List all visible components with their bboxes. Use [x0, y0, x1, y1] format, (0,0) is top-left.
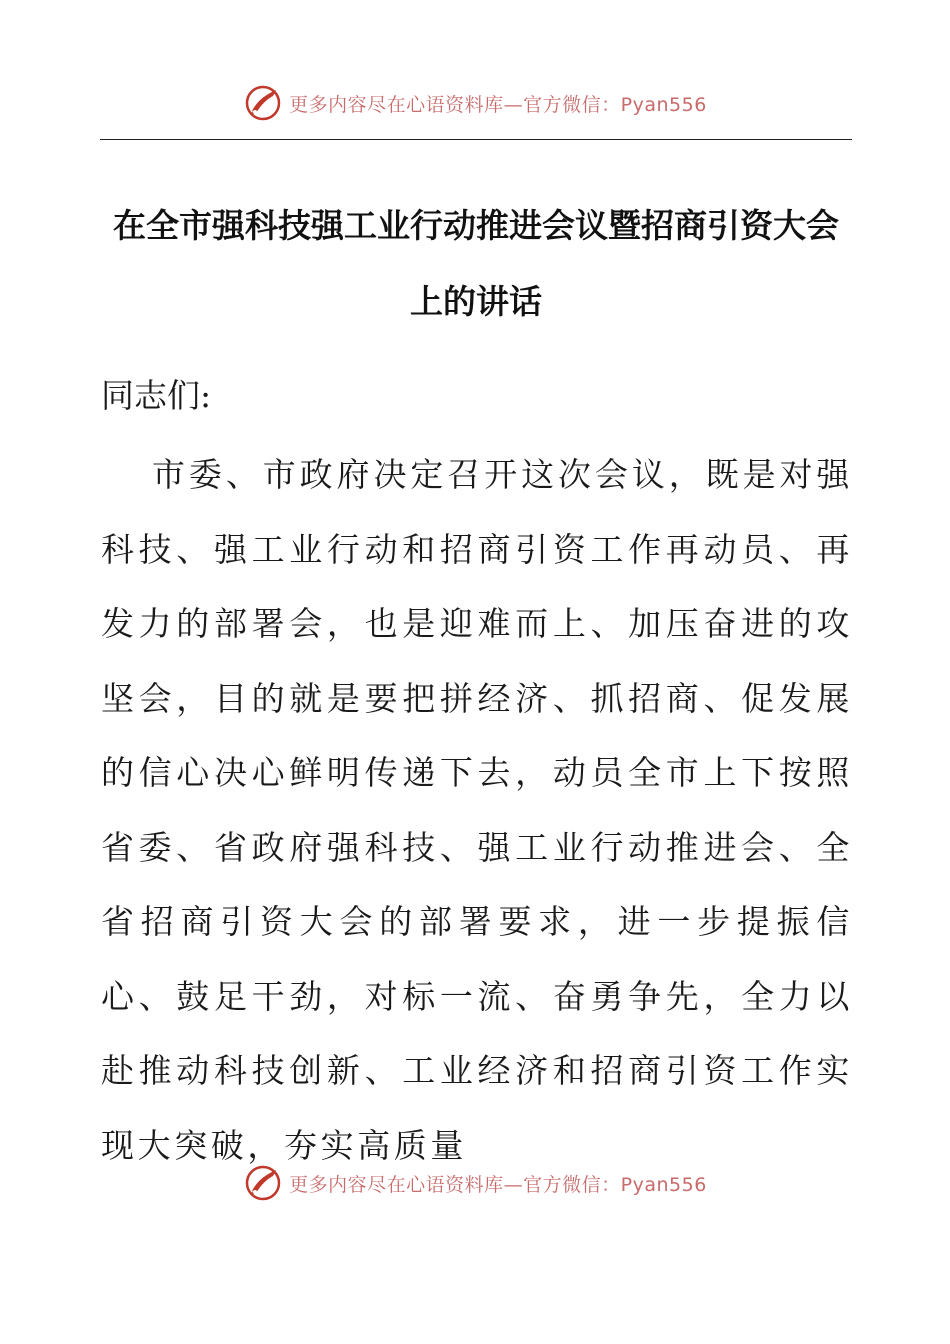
document-title: 在全市强科技强工业行动推进会议暨招商引资大会上的讲话	[113, 206, 839, 321]
header-banner-label: 更多内容尽在心语资料库—官方微信：	[289, 93, 621, 116]
salutation: 同志们:	[101, 376, 212, 415]
footer-wechat-id: Pyan556	[620, 1173, 707, 1196]
pen-logo-icon	[243, 83, 283, 123]
pen-logo-icon	[243, 1163, 283, 1203]
header-banner-text	[289, 90, 707, 117]
header-divider	[100, 139, 852, 140]
body-paragraph: 市委、市政府决定召开这次会议，既是对强科技、强工业行动和招商引资工作再动员、再发力的部署会，也是迎难而上、加压奋进的攻坚会，目的就是要把拼经济、抓招商、促发展的信心决心鲜明传递下去，动员全市上下按照省委、省政府强科技、强工业行动推进会、全省招商引资大会的部署要求，进一步提振信心、鼓足干劲，对标一流、奋勇争先，全力以赴推动科技创新、工业经济和招商引资工作实现大突破，夯实高质量	[101, 455, 853, 1165]
footer-banner-label: 更多内容尽在心语资料库—官方微信：	[289, 1173, 621, 1196]
footer-banner-text	[289, 1170, 707, 1197]
footer-banner	[0, 1158, 950, 1208]
header-wechat-id: Pyan556	[620, 93, 707, 116]
header-banner	[0, 78, 950, 128]
